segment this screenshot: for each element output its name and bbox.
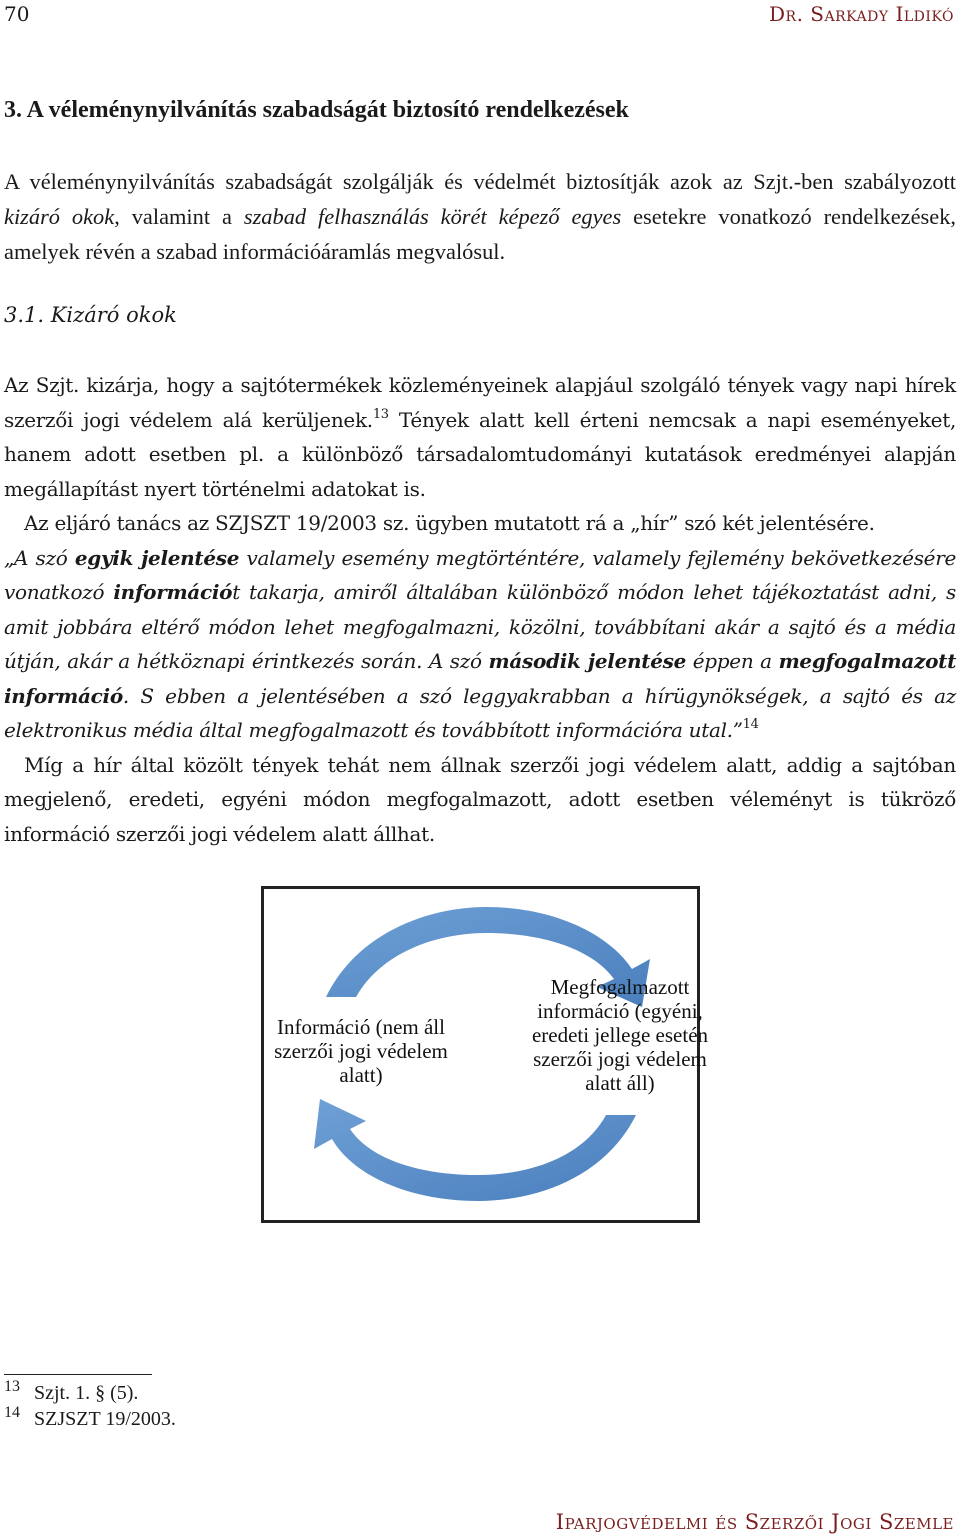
footnote-separator [4,1374,152,1375]
running-footer-journal: Iparjogvédelmi és Szerzői Jogi Szemle [555,1510,954,1534]
footnote-ref-13[interactable]: 13 [372,406,389,422]
paragraph-facts: Az Szjt. kizárja, hogy a sajtótermékek közleményeinek alapjául szolgáló tények vagy napi hírek szerzői jogi védelem alá kerüljenek.$^{13}$ Tények alatt kell érteni nemcsak a napi eseményeket, hanem adott esetben pl. a különböző társadalomtudományi kutatások eredményei alapján megállapítást nyert történelmi adatokat is. [4,373,956,501]
quotation: „A szó egyik jelentése valamely esemény megtörténtére, valamely fejlemény bekövetkezésére vonatkozó információt takarja, amiről általában különböző módon lehet tájékoztatást adni, s amit jobbára eltérő módon lehet megfogalmazni, közölni, továbbítani akár a sajtó és a média útján, akár a hétköznapi érintkezés során. A szó második jelentése éppen a megfogalmazott információ. S ebben a jelentésében a szó leggyakrabban a hírügynökségek, a sajtó és az elektronikus média által megfogalmazott és továbbított információra utal.”$^{14}$ [4,545,957,742]
footnote-ref-14[interactable]: 14 [742,717,759,732]
section-title: 3. A véleménynyilvánítás szabadságát biztosító rendelkezések [4,97,629,123]
paragraph-ruling: Az eljáró tanács az SZJSZT 19/2003 sz. ügyben mutatott rá a „hír” szó két jelentésére. [24,511,875,535]
footnote-14: 14 SZJSZT 19/2003. [4,1404,176,1430]
footnote-13: 13 Szjt. 1. § (5). [4,1378,139,1404]
intro-paragraph: A véleménynyilvánítás szabadságát szolgálják és védelmét biztosítják azok az Szjt.-ben szabályozott kizáró okok, valamint a szabad felhasználás körét képező egyes esetekre vonatkozó rendelkezések, amelyek révén a szabad információáramlás megvalósul. [4,169,956,264]
page-number: 70 [4,2,30,26]
diagram-label-formulated-information: Megfogalmazott információ (egyéni, eredeti jellege esetén szerzői jogi védelem alatt áll) [531,975,709,1095]
running-header-author: Dr. Sarkady Ildikó [769,2,954,26]
body-text [4,368,956,851]
paragraph-conclusion: Míg a hír által közölt tények tehát nem állnak szerzői jogi védelem alatt, addig a sajtóban megjelenő, eredeti, egyéni módon megfogalmazott, adott esetben véleményt is tükröző információ szerzői jogi védelem alatt állhat. [4,752,956,846]
cycle-diagram [261,886,709,1223]
diagram-label-information: Információ (nem áll szerzői jogi védelem alatt) [274,1015,448,1087]
subsection-title: 3.1. Kizáró okok [4,303,177,327]
arrow-bottom [314,1099,636,1201]
